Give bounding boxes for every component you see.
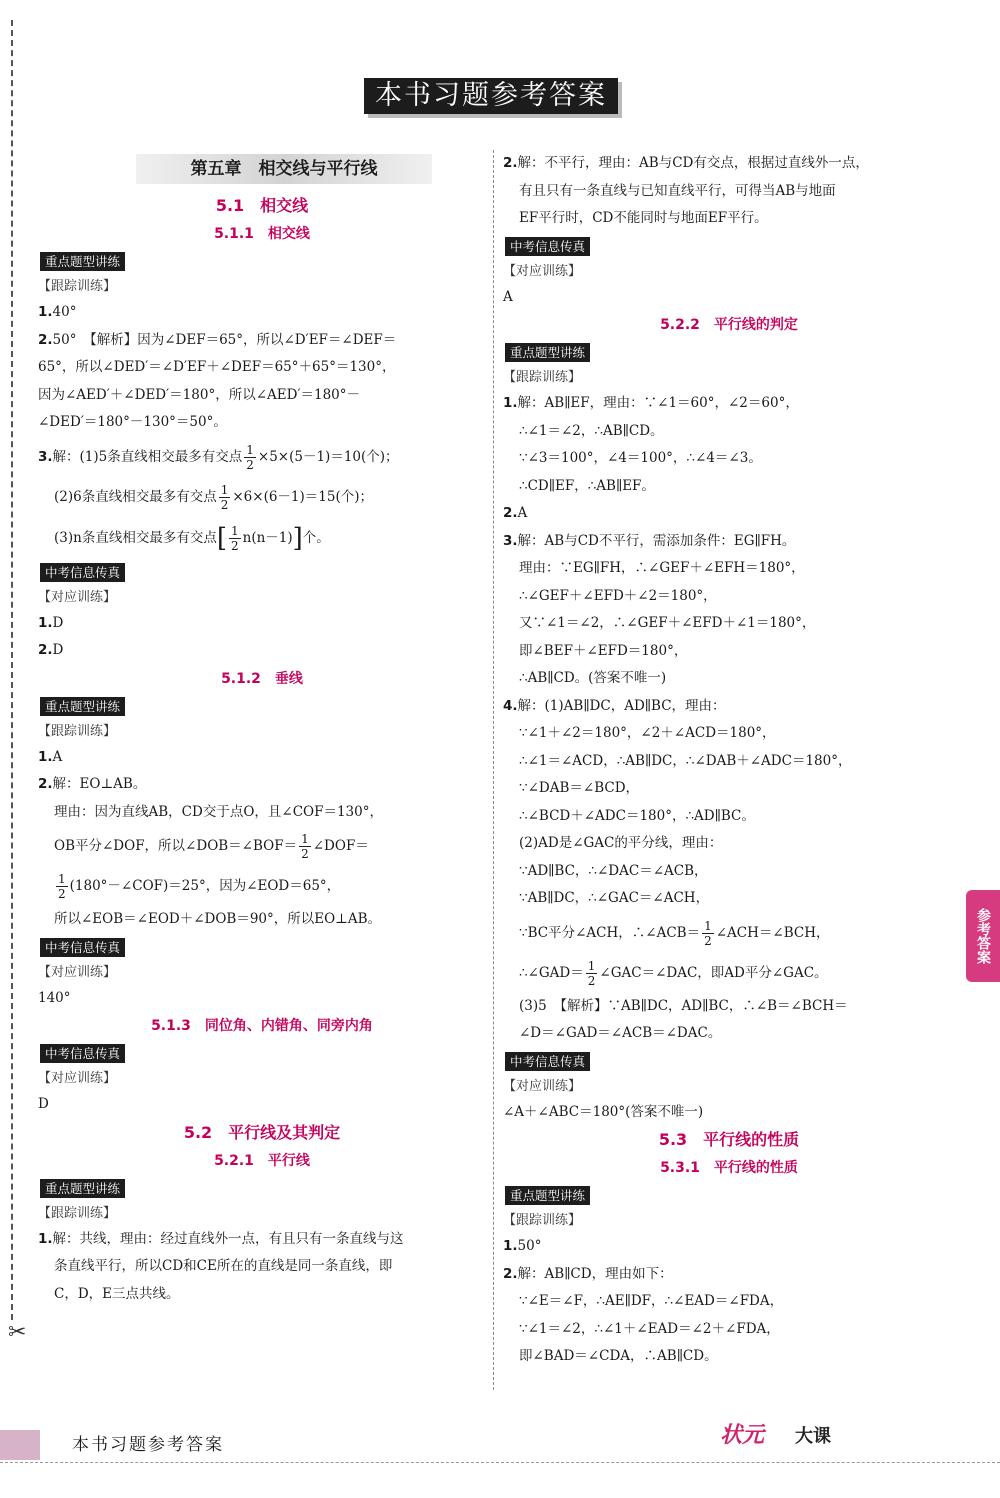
right-column xyxy=(503,150,955,1371)
fraction xyxy=(219,483,231,512)
answer-number: 4. xyxy=(503,697,518,714)
answer-text: D xyxy=(52,642,64,658)
answer-line: ∠DED′＝180°－130°＝50°。 xyxy=(38,414,227,430)
answer-text: A xyxy=(52,748,63,765)
numerator: 1 xyxy=(230,523,239,538)
answer-line xyxy=(38,744,486,772)
answer-line xyxy=(503,500,955,528)
answer-text: (180°－∠COF)＝25°，因为∠EOD＝65°， xyxy=(69,878,341,894)
tag-key-practice: 重点题型讲练 xyxy=(40,697,125,716)
brand-logo: 状元 xyxy=(720,1423,765,1448)
answer-text: ∠DOF＝ xyxy=(312,838,369,854)
answer-line xyxy=(38,437,486,477)
label-tracking: 【跟踪训练】 xyxy=(38,1205,117,1221)
answer-line xyxy=(38,826,486,866)
tag-exam-info: 中考信息传真 xyxy=(40,938,125,957)
answer-text: 解：AB∥EF，理由：∵∠1＝60°，∠2＝60°， xyxy=(517,395,799,411)
answer-line xyxy=(503,528,955,556)
tag-key-practice: 重点题型讲练 xyxy=(505,1186,590,1205)
denominator: 2 xyxy=(301,847,309,861)
answer-text: D xyxy=(52,614,64,631)
answer-text: ∴∠GAD＝ xyxy=(519,964,584,981)
subsection-title: 5.2.1 平行线 xyxy=(214,1152,310,1169)
answer-line: 65°，所以∠DED′＝∠D′EF＋∠DEF＝65°＋65°＝130°， xyxy=(38,359,396,375)
answer-number: 1. xyxy=(503,395,518,411)
label-tracking: 【跟踪训练】 xyxy=(38,279,117,294)
denominator: 2 xyxy=(704,933,712,948)
footer-line xyxy=(0,1462,1000,1463)
answer-text: OB平分∠DOF，所以∠DOB＝∠BOF＝ xyxy=(54,838,298,854)
answer-line xyxy=(503,1261,955,1289)
subsection-title: 5.1.1 相交线 xyxy=(214,226,310,242)
denominator: 2 xyxy=(230,538,239,553)
answer-line: ∵∠1＝∠2，∴∠1＋∠EAD＝∠2＋∠FDA， xyxy=(519,1320,780,1337)
answer-line: ∴∠1＝∠2，∴AB∥CD。 xyxy=(519,422,664,439)
answer-line: ∵AD∥BC，∴∠DAC＝∠ACB， xyxy=(519,862,708,879)
answer-line: ∵AB∥DC，∴∠GAC＝∠ACH， xyxy=(519,890,710,906)
answer-number: 2. xyxy=(503,505,518,521)
denominator: 2 xyxy=(58,887,66,901)
answer-line: (3)5 【解析】∵AB∥DC，AD∥BC，∴∠B＝∠BCH＝ xyxy=(519,997,848,1014)
answer-text: 40° xyxy=(52,304,77,320)
answer-text: (3)n条直线相交最多有交点 xyxy=(54,529,217,546)
answer-line: 即∠BAD＝∠CDA，∴AB∥CD。 xyxy=(519,1348,718,1364)
answer-text: ∠ACH＝∠BCH， xyxy=(715,924,830,941)
numerator: 1 xyxy=(704,918,712,933)
answer-number: 1. xyxy=(38,614,53,631)
answer-line xyxy=(38,299,486,327)
answer-line: EF平行时，CD不能同时与地面EF平行。 xyxy=(519,210,768,226)
answer-line: ∠D＝∠GAD＝∠ACB＝∠DAC。 xyxy=(519,1025,722,1041)
tag-exam-info: 中考信息传真 xyxy=(40,1044,125,1063)
answer-text: ∵BC平分∠ACH，∴∠ACB＝ xyxy=(519,924,701,941)
answer-number: 1. xyxy=(503,1238,518,1254)
answer-line: (2)AD是∠GAC的平分线，理由： xyxy=(519,835,723,851)
tag-key-practice: 重点题型讲练 xyxy=(40,1179,125,1198)
answer-line xyxy=(38,477,486,517)
column-divider xyxy=(493,150,494,1390)
tag-exam-info: 中考信息传真 xyxy=(505,237,590,256)
answer-text: ∠GAC＝∠DAC，即AD平分∠GAC。 xyxy=(599,964,828,981)
answer-line xyxy=(38,866,486,906)
answer-line: 又∵∠1＝∠2，∴∠GEF＋∠EFD＋∠1＝180°， xyxy=(519,615,816,631)
answer-line: ∵∠DAB＝∠BCD， xyxy=(519,780,640,796)
section-title: 5.2 平行线及其判定 xyxy=(183,1122,341,1142)
chapter-title: 第五章 相交线与平行线 xyxy=(136,154,432,184)
label-corresponding: 【对应训练】 xyxy=(503,263,582,279)
answer-text: ×5×(5－1)＝10(个)； xyxy=(257,448,399,465)
subsection-title: 5.3.1 平行线的性质 xyxy=(660,1160,798,1176)
answer-line: ∴CD∥EF，∴AB∥EF。 xyxy=(519,477,655,494)
fraction xyxy=(229,524,241,553)
left-column xyxy=(38,150,486,1308)
answer-line xyxy=(503,913,955,953)
label-tracking: 【跟踪训练】 xyxy=(38,723,117,739)
answer-line: 140° xyxy=(38,989,71,1006)
footer-title: 本书习题参考答案 xyxy=(72,1435,224,1455)
denominator: 2 xyxy=(246,457,254,472)
answer-text: 50° 【解析】因为∠DEF＝65°，所以∠D′EF＝∠DEF＝ xyxy=(52,331,397,348)
subsection-title: 5.1.3 同位角、内错角、同旁内角 xyxy=(151,1018,373,1034)
answer-line xyxy=(503,150,955,178)
numerator: 1 xyxy=(58,872,66,886)
answer-text: 解：AB∥CD，理由如下： xyxy=(517,1265,673,1282)
answer-line xyxy=(38,517,486,559)
answer-line xyxy=(38,771,486,799)
label-corresponding: 【对应训练】 xyxy=(503,1078,582,1094)
fraction xyxy=(702,919,714,948)
answer-line: ∵∠E＝∠F，∴AE∥DF，∴∠EAD＝∠FDA， xyxy=(519,1293,784,1309)
tag-key-practice: 重点题型讲练 xyxy=(40,252,125,271)
answer-number: 1. xyxy=(38,1230,53,1247)
answer-line: 理由：因为直线AB，CD交于点O，且∠COF＝130°， xyxy=(54,803,383,820)
answer-number: 2. xyxy=(503,155,518,171)
answer-number: 2. xyxy=(38,776,53,792)
answer-text: 解：(1)5条直线相交最多有交点 xyxy=(52,448,243,465)
answer-number: 3. xyxy=(38,448,53,465)
section-title: 5.1 相交线 xyxy=(215,196,309,215)
tag-exam-info: 中考信息传真 xyxy=(505,1052,590,1071)
answer-text: (2)6条直线相交最多有交点 xyxy=(54,488,217,505)
tag-exam-info: 中考信息传真 xyxy=(40,563,125,582)
fraction xyxy=(299,832,311,861)
answer-line: ∴∠GEF＋∠EFD＋∠2＝180°， xyxy=(519,587,717,604)
answer-line: ∵∠1＋∠2＝180°，∠2＋∠ACD＝180°， xyxy=(519,725,776,741)
answer-line: ∴∠1＝∠ACD，∴AB∥DC，∴∠DAB＋∠ADC＝180°， xyxy=(519,752,852,769)
answer-number: 1. xyxy=(38,304,53,320)
answer-number: 2. xyxy=(38,642,53,658)
answer-line xyxy=(503,953,955,993)
answer-number: 1. xyxy=(38,748,53,765)
numerator: 1 xyxy=(301,832,309,846)
answer-line: ∵∠3＝100°，∠4＝100°，∴∠4＝∠3。 xyxy=(519,450,762,466)
answer-line: 有且只有一条直线与已知直线平行，可得当AB与地面 xyxy=(519,182,836,199)
tag-key-practice: 重点题型讲练 xyxy=(505,343,590,362)
answer-line: 所以∠EOB＝∠EOD＋∠DOB＝90°，所以EO⊥AB。 xyxy=(54,911,382,927)
cut-line xyxy=(11,20,13,1320)
answer-line xyxy=(38,327,486,355)
answer-line: D xyxy=(38,1096,49,1112)
answer-line xyxy=(38,637,486,665)
answer-text: 解：不平行，理由：AB与CD有交点，根据过直线外一点， xyxy=(517,155,869,171)
label-corresponding: 【对应训练】 xyxy=(38,964,117,980)
numerator: 1 xyxy=(246,442,254,457)
fraction xyxy=(56,872,68,901)
answer-number: 2. xyxy=(503,1265,518,1282)
answer-line: ∴∠BCD＋∠ADC＝180°，∴AD∥BC。 xyxy=(519,807,755,824)
answer-text: 解：(1)AB∥DC，AD∥BC，理由： xyxy=(517,697,726,714)
answer-text: A xyxy=(517,505,528,521)
answer-line: C，D，E三点共线。 xyxy=(54,1285,180,1302)
answer-number: 3. xyxy=(503,532,518,549)
footer-band xyxy=(0,1430,40,1460)
fraction xyxy=(244,443,256,472)
numerator: 1 xyxy=(220,482,229,497)
label-tracking: 【跟踪训练】 xyxy=(503,1213,582,1228)
answer-line: ∠A＋∠ABC＝180°(答案不唯一) xyxy=(503,1103,704,1120)
section-title: 5.3 平行线的性质 xyxy=(658,1130,800,1149)
answer-text: 解：AB与CD不平行，需添加条件：EG∥FH。 xyxy=(517,532,796,549)
fraction xyxy=(586,959,598,988)
answer-line xyxy=(503,1233,955,1261)
answer-line: 条直线平行，所以CD和CE所在的直线是同一条直线，即 xyxy=(54,1258,393,1274)
bracket-right: ] xyxy=(292,523,303,553)
scissors-icon: ✂ xyxy=(8,1320,27,1345)
subsection-title: 5.1.2 垂线 xyxy=(221,670,303,687)
answer-line xyxy=(38,1226,486,1254)
denominator: 2 xyxy=(220,497,229,512)
answer-line xyxy=(503,693,955,721)
answer-line xyxy=(503,390,955,418)
subsection-title: 5.2.2 平行线的判定 xyxy=(660,317,798,333)
answer-text: 解：EO⊥AB。 xyxy=(52,776,147,792)
answer-line xyxy=(38,610,486,638)
bracket-left: [ xyxy=(216,523,227,553)
brand-logo-text: 大课 xyxy=(795,1426,831,1447)
answer-text: 个。 xyxy=(302,529,330,546)
answer-line: 因为∠AED′＋∠DED′＝180°，所以∠AED′＝180°－ xyxy=(38,386,361,403)
label-corresponding: 【对应训练】 xyxy=(38,1071,117,1086)
numerator: 1 xyxy=(587,958,596,973)
answer-line: ∴AB∥CD。(答案不唯一) xyxy=(519,670,667,686)
side-tab-answers: 参考答案 xyxy=(966,890,1000,982)
label-corresponding: 【对应训练】 xyxy=(38,589,117,605)
answer-line: A xyxy=(503,288,513,305)
answer-text: 解：共线，理由：经过直线外一点，有且只有一条直线与这 xyxy=(52,1230,404,1247)
answer-text: 50° xyxy=(517,1238,542,1254)
answer-line: 即∠BEF＋∠EFD＝180°， xyxy=(519,642,688,659)
page-banner-title: 本书习题参考答案 xyxy=(364,78,618,114)
answer-text: n(n－1) xyxy=(242,529,293,546)
denominator: 2 xyxy=(587,973,596,988)
label-tracking: 【跟踪训练】 xyxy=(503,370,582,385)
answer-line: 理由：∵EG∥FH，∴∠GEF＋∠EFH＝180°， xyxy=(519,560,805,576)
answer-number: 2. xyxy=(38,331,53,348)
answer-text: ×6×(6－1)＝15(个)； xyxy=(232,488,373,505)
